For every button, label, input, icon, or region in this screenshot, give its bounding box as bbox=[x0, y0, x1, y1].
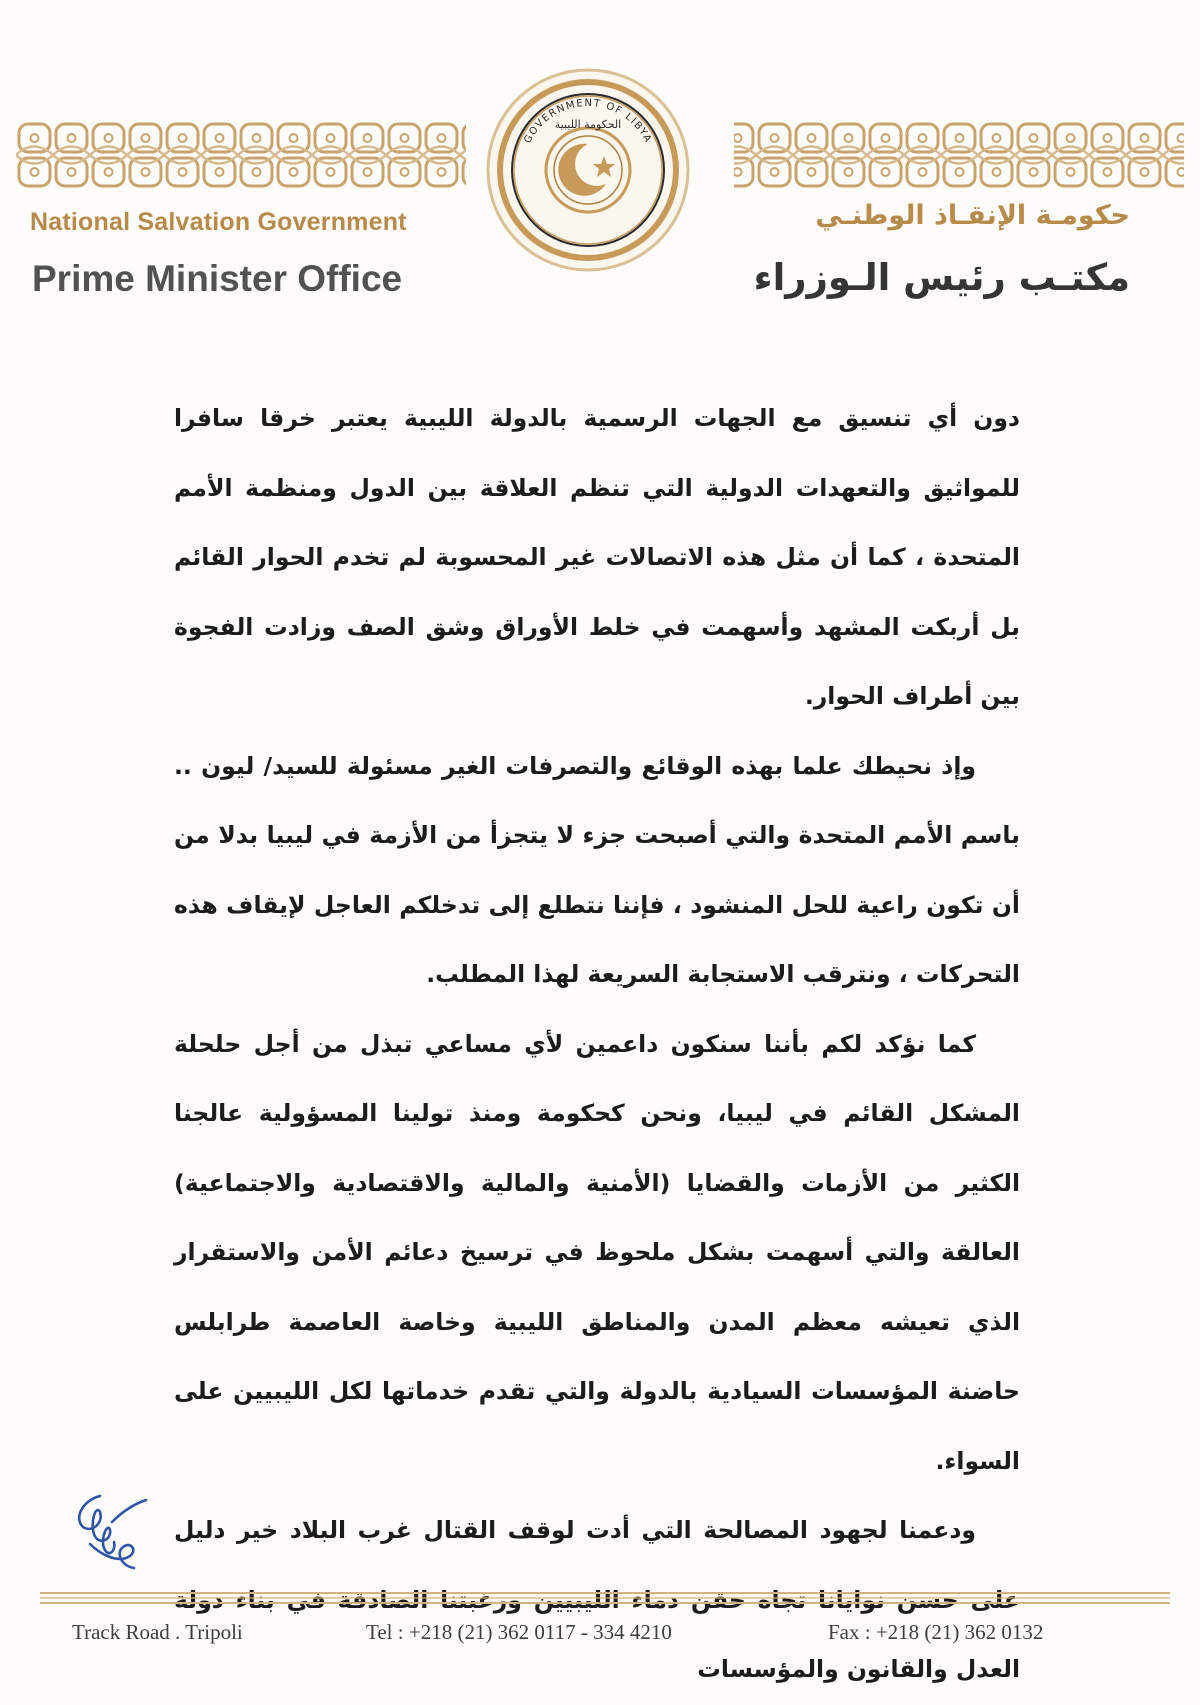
footer-address: Track Road . Tripoli bbox=[72, 1620, 243, 1644]
letter-body bbox=[174, 384, 1020, 1705]
paragraph: وإذ نحيطك علما بهذه الوقائع والتصرفات الغير مسئولة للسيد/ ليون .. باسم الأمم المتحدة والتي أصبحت جزء لا يتجزأ من الأزمة في ليبيا بدلا من أن تكون راعية للحل المنشود ، فإننا نتطلع إلى تدخلكم العاجل لإيقاف هذه التحركات ، ونترقب الاستجابة السريعة لهذا المطلب. bbox=[174, 751, 1020, 988]
seal-text-ar: الحكومة الليبية bbox=[554, 118, 622, 131]
paragraph: كما نؤكد لكم بأننا سنكون داعمين لأي مساعي تبذل من أجل حلحلة المشكل القائم في ليبيا، ونحن كحكومة ومنذ تولينا المسؤولية عالجنا الكثير من الأزمات والقضايا (الأمنية والمالية والاقتصادية والاجتماعية) العالقة والتي أسهمت بشكل ملحوظ في ترسيخ دعائم الأمن والاستقرار الذي تعيشه معظم المدن والمناطق الليبية وخاصة العاصمة طرابلس حاضنة المؤسسات السيادية بالدولة والتي تقدم خدماتها لكل الليبيين على السواء. bbox=[174, 1029, 1020, 1475]
government-seal bbox=[484, 66, 692, 274]
org-name-en: National Salvation Government bbox=[30, 208, 407, 236]
footer-fax: Fax : +218 (21) 362 0132 bbox=[828, 1620, 1044, 1644]
office-name-ar: مكتـب رئيس الـوزراء bbox=[753, 256, 1130, 299]
footer-telephone: Tel : +218 (21) 362 0117 - 334 4210 bbox=[366, 1620, 672, 1644]
seal-text-en: GOVERNMENT OF LIBYA bbox=[522, 97, 654, 146]
paragraph: ودعمنا لجهود المصالحة التي أدت لوقف القتال غرب البلاد خير دليل على حسن نوايانا تجاه حقن دماء الليبيين ورغبتنا الصادقة في بناء دولة العدل والقانون والمؤسسات bbox=[174, 1516, 1020, 1683]
signature-initials bbox=[60, 1482, 156, 1578]
footer-contact bbox=[0, 1620, 1200, 1654]
paragraph: دون أي تنسيق مع الجهات الرسمية بالدولة الليبية يعتبر خرقا سافرا للمواثيق والتعهدات الدولية التي تنظم العلاقة بين الدول ومنظمة الأمم المتحدة ، كما أن مثل هذه الاتصالات غير المحسوبة لم تخدم الحوار القائم بل أربكت المشهد وأسهمت في خلط الأوراق وشق الصف وزادت الفجوة بين أطراف الحوار. bbox=[174, 404, 1020, 710]
org-name-ar: حكومـة الإنقـاذ الوطنـي bbox=[815, 200, 1130, 231]
footer-divider bbox=[40, 1590, 1170, 1610]
office-name-en: Prime Minister Office bbox=[32, 258, 403, 299]
